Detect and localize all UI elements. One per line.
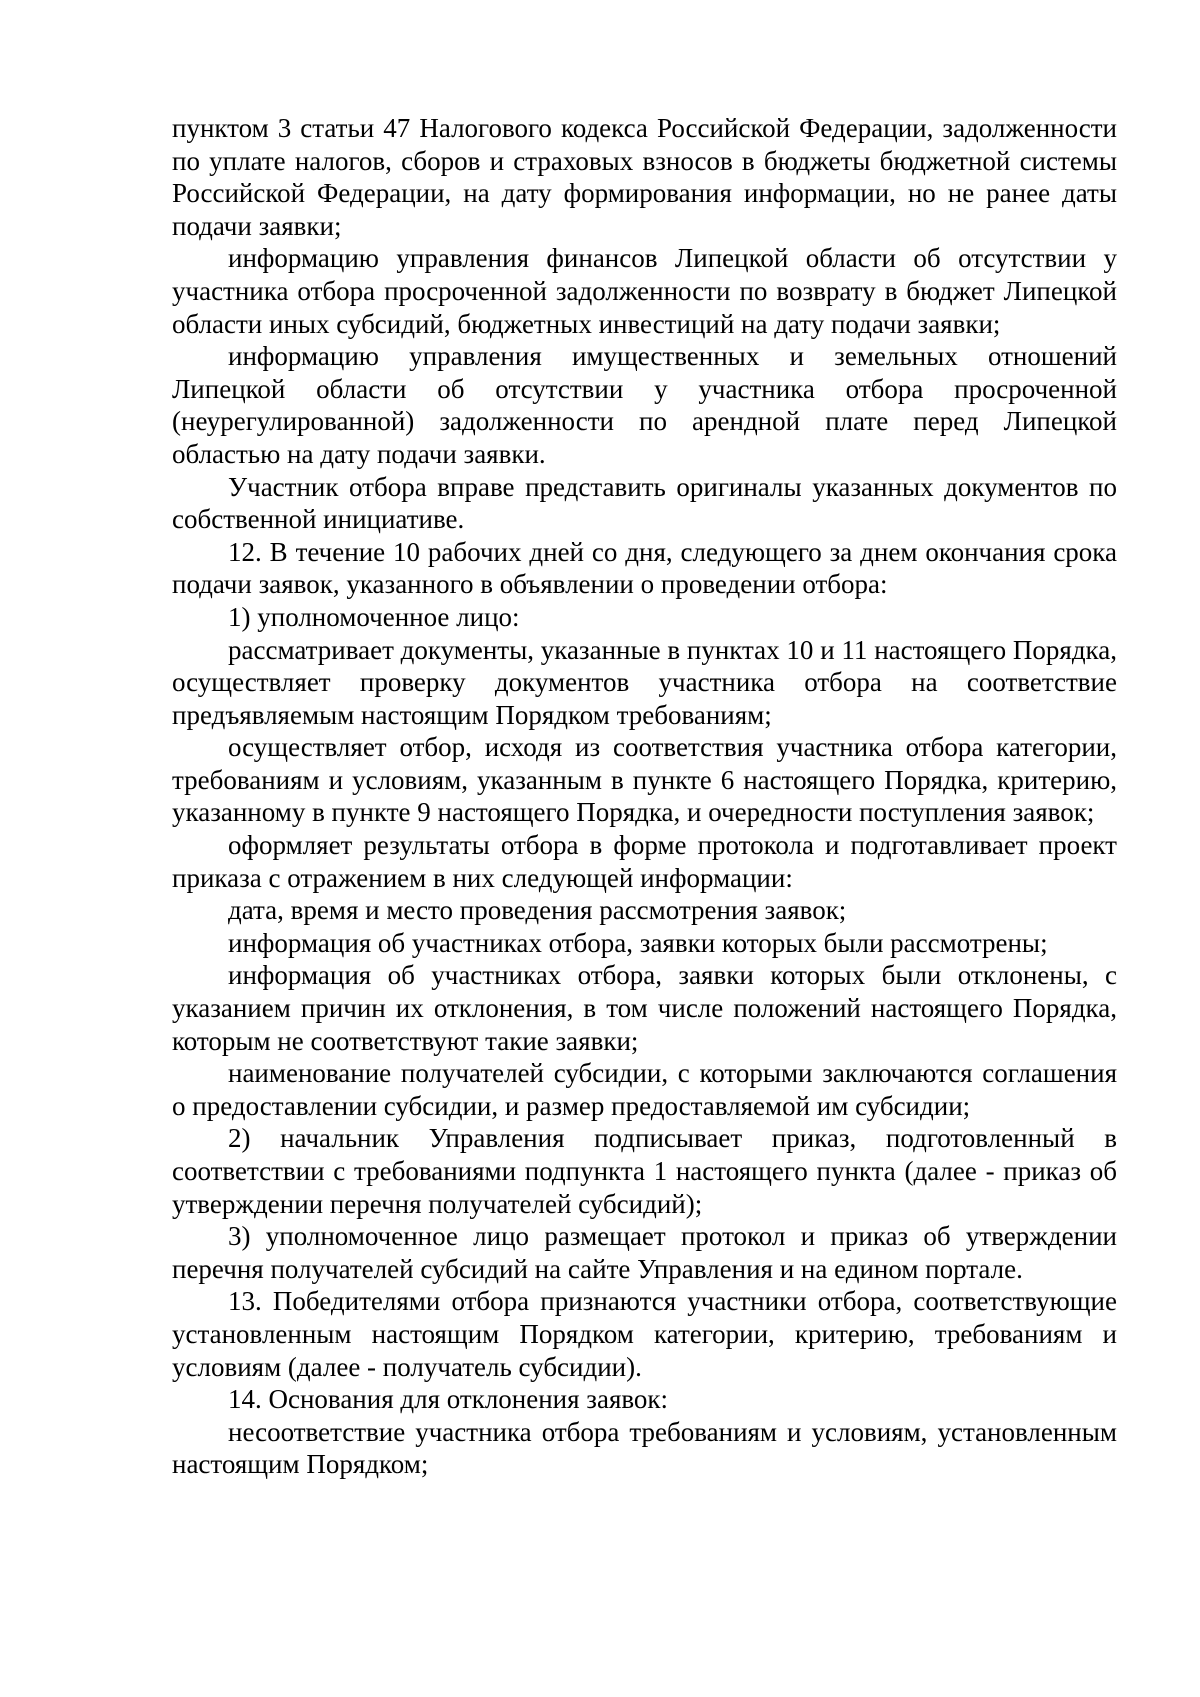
paragraph-subitem-2: 2) начальник Управления подписывает приказ, подготовленный в соответствии с требованиями подпункта 1 настоящего пункта (далее - приказ об утверждении перечня получателей субсидий); [172, 1123, 1117, 1219]
paragraph-subitem-3: 3) уполномоченное лицо размещает протокол и приказ об утверждении перечня получателей субсидий на сайте Управления и на едином портале. [172, 1221, 1117, 1284]
paragraph-reviews-documents: рассматривает документы, указанные в пунктах 10 и 11 настоящего Порядка, осуществляет проверку документов участника отбора на соответствие предъявляемым настоящим Порядком требованиям; [172, 634, 1117, 730]
paragraph-item-12: 12. В течение 10 рабочих дней со дня, следующего за днем окончания срока подачи заявок, указанного в объявлении о проведении отбора: [172, 536, 1117, 600]
paragraph-rejected-applicants: информация об участниках отбора, заявки которых были отклонены, с указанием причин их отклонения, в том числе положений настоящего Порядка, которым не соответствуют такие заявки; [172, 960, 1117, 1056]
paragraph-tax-debt: пунктом 3 статьи 47 Налогового кодекса Российской Федерации, задолженности по уплате налогов, сборов и страховых взносов в бюджеты бюджетной системы Российской Федерации, на дату формирования информации, но не ранее даты подачи заявки; [172, 113, 1117, 241]
paragraph-noncompliance: несоответствие участника отбора требованиям и условиям, установленным настоящим Порядком; [172, 1416, 1117, 1480]
paragraph-finance-info: информацию управления финансов Липецкой области об отсутствии у участника отбора просроченной задолженности по возврату в бюджет Липецкой области иных субсидий, бюджетных инвестиций на дату подачи заявки; [172, 243, 1117, 339]
paragraph-performs-selection: осуществляет отбор, исходя из соответствия участника отбора категории, требованиям и условиям, указанным в пункте 6 настоящего Порядка, критерию, указанному в пункте 9 настоящего Порядка, и очередности поступления заявок; [172, 732, 1117, 828]
paragraph-item-14: 14. Основания для отклонения заявок: [228, 1384, 669, 1415]
paragraph-date-place: дата, время и место проведения рассмотрения заявок; [228, 895, 847, 926]
paragraph-originals: Участник отбора вправе представить оригиналы указанных документов по собственной инициативе. [172, 471, 1117, 535]
paragraph-protocol: оформляет результаты отбора в форме протокола и подготавливает проект приказа с отражением в них следующей информации: [172, 830, 1117, 893]
paragraph-recipients: наименование получателей субсидии, с которыми заключаются соглашения о предоставлении субсидии, и размер предоставляемой им субсидии; [172, 1058, 1117, 1121]
paragraph-property-info: информацию управления имущественных и земельных отношений Липецкой области об отсутствии у участника отбора просроченной (неурегулированной) задолженности по арендной плате перед Липецкой областью на дату подачи заявки. [172, 341, 1117, 469]
paragraph-subitem-1: 1) уполномоченное лицо: [228, 601, 520, 632]
document-page [172, 112, 1117, 1481]
paragraph-reviewed-applicants: информация об участниках отбора, заявки которых были рассмотрены; [228, 927, 1048, 958]
paragraph-item-13: 13. Победителями отбора признаются участники отбора, соответствующие установленным настоящим Порядком категории, критерию, требованиям и условиям (далее - получатель субсидии). [172, 1286, 1117, 1382]
